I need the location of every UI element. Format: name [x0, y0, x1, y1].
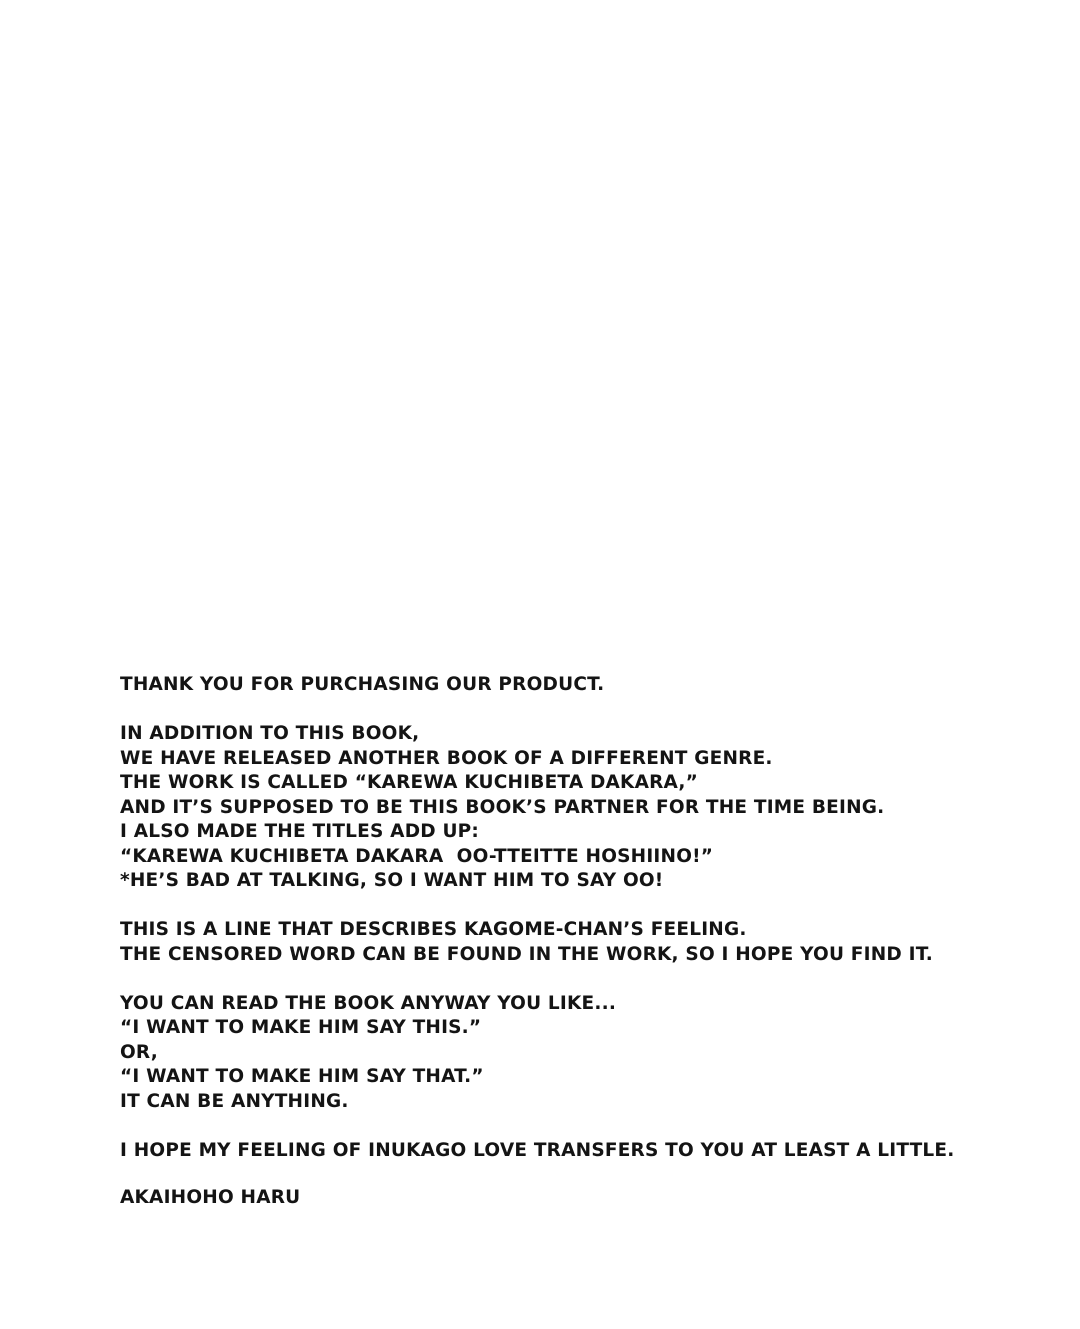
text-line: WE HAVE RELEASED ANOTHER BOOK OF A DIFFERENT GENRE.	[120, 747, 773, 769]
text-line: *HE’S BAD AT TALKING, SO I WANT HIM TO SAY OO!	[120, 870, 664, 891]
text-line: IN ADDITION TO THIS BOOK,	[120, 723, 420, 744]
text-line: I ALSO MADE THE TITLES ADD UP:	[120, 821, 480, 842]
text-line: “I WANT TO MAKE HIM SAY THAT.”	[120, 1066, 484, 1087]
text-line: THANK YOU FOR PURCHASING OUR PRODUCT.	[120, 674, 605, 695]
text-line: THE WORK IS CALLED “KAREWA KUCHIBETA DAKARA,”	[120, 772, 698, 793]
feeling-paragraph	[120, 918, 1020, 967]
text-line: THE CENSORED WORD CAN BE FOUND IN THE WORK, SO I HOPE YOU FIND IT.	[120, 943, 933, 965]
text-line: “I WANT TO MAKE HIM SAY THIS.”	[120, 1017, 482, 1038]
author-signature	[120, 1186, 1020, 1211]
book-info-paragraph	[120, 722, 1020, 894]
text-line: “KAREWA KUCHIBETA DAKARA OO-TTEITTE HOSHIINO!”	[120, 845, 714, 867]
author-name: AKAIHOHO HARU	[120, 1186, 301, 1208]
closing-paragraph	[120, 1139, 1020, 1164]
thanks-paragraph	[120, 673, 1020, 698]
text-line: THIS IS A LINE THAT DESCRIBES KAGOME-CHAN’S FEELING.	[120, 919, 747, 940]
text-line: YOU CAN READ THE BOOK ANYWAY YOU LIKE...	[120, 992, 617, 1014]
text-line: IT CAN BE ANYTHING.	[120, 1090, 349, 1112]
text-line: OR,	[120, 1041, 158, 1063]
afterword-text-block	[120, 673, 1020, 1235]
text-line: AND IT’S SUPPOSED TO BE THIS BOOK’S PARTNER FOR THE TIME BEING.	[120, 796, 885, 818]
reading-paragraph	[120, 992, 1020, 1115]
text-line: I HOPE MY FEELING OF INUKAGO LOVE TRANSFERS TO YOU AT LEAST A LITTLE.	[120, 1139, 955, 1161]
